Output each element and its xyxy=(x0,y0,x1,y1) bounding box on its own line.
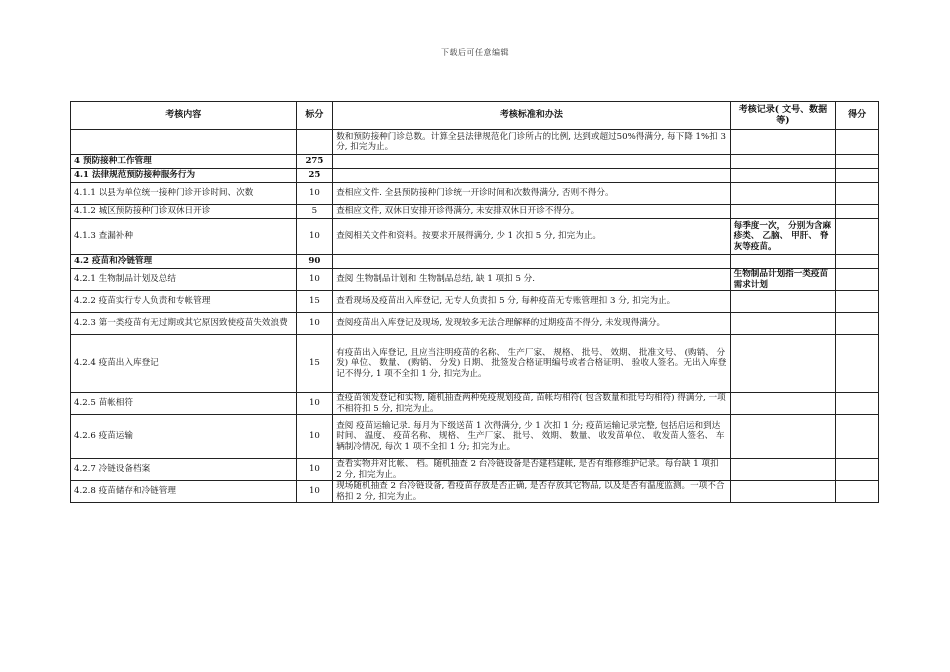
cell-points: 25 xyxy=(296,169,333,183)
cell-standard xyxy=(333,155,730,169)
cell-record xyxy=(730,313,836,335)
cell-standard: 查阅疫苗出入库登记及现场, 发现较多无法合理解释的过期疫苗不得分, 未发现得满分。 xyxy=(333,313,730,335)
cell-standard: 有疫苗出入库登记, 且应当注明疫苗的名称、 生产厂家、 规格、 批号、 效期、 批准文号、 (购销、 分发) 单位、 数量、 (购销、 分发) 日期、 批签发合格证明编号或者合格证明、 验收人签名。无出入库登记不得分, 1 项不全扣 1 分, 扣完为止。 xyxy=(333,335,730,393)
cell-points: 10 xyxy=(296,393,333,415)
table-row xyxy=(71,393,879,415)
cell-score xyxy=(836,169,879,183)
cell-record xyxy=(730,183,836,205)
cell-score xyxy=(836,255,879,269)
cell-record xyxy=(730,393,836,415)
cell-points: 90 xyxy=(296,255,333,269)
cell-standard: 查疫苗领发登记和实物, 随机抽查两种免疫规划疫苗, 苗帐均相符( 包含数量和批号均相符) 得满分, 一项不相符扣 5 分, 扣完为止。 xyxy=(333,393,730,415)
page-header-note: 下载后可任意编辑 xyxy=(441,48,509,57)
header-content: 考核内容 xyxy=(71,102,297,130)
cell-record xyxy=(730,335,836,393)
cell-score xyxy=(836,313,879,335)
table-row xyxy=(71,205,879,219)
cell-standard: 查阅相关文件和资料。按要求开展得满分, 少 1 次扣 5 分, 扣完为止。 xyxy=(333,219,730,255)
cell-standard: 查阅 疫苗运输记录. 每月为下级送苗 1 次得满分, 少 1 次扣 1 分; 疫苗运输记录完整, 包括启运和到达时间、 温度、 疫苗名称、 规格、 生产厂家、 批号、 效期、 数量、 收发苗单位、 收发苗人签名、 车辆制冷情况, 每次 1 项不全扣 1 分; 扣完为止。 xyxy=(333,415,730,459)
cell-score xyxy=(836,481,879,503)
header-standard: 考核标准和办法 xyxy=(333,102,730,130)
cell-score xyxy=(836,415,879,459)
cell-content: 4.2.6 疫苗运输 xyxy=(71,415,297,459)
cell-points: 10 xyxy=(296,459,333,481)
cell-content: 4.2.2 疫苗实行专人负责和专帐管理 xyxy=(71,291,297,313)
cell-standard xyxy=(333,169,730,183)
cell-content: 4.2 疫苗和冷链管理 xyxy=(71,255,297,269)
cell-standard: 查相应文件. 全县预防接种门诊统一开诊时间和次数得满分, 否则不得分。 xyxy=(333,183,730,205)
table-row xyxy=(71,255,879,269)
cell-points: 15 xyxy=(296,335,333,393)
table-header-row xyxy=(71,102,879,130)
table-row xyxy=(71,269,879,291)
cell-content: 4.2.8 疫苗储存和冷链管理 xyxy=(71,481,297,503)
table-row xyxy=(71,219,879,255)
cell-content: 4 预防接种工作管理 xyxy=(71,155,297,169)
cell-points: 10 xyxy=(296,313,333,335)
cell-standard xyxy=(333,255,730,269)
table-row xyxy=(71,169,879,183)
cell-content: 4.2.4 疫苗出入库登记 xyxy=(71,335,297,393)
cell-points: 5 xyxy=(296,205,333,219)
cell-standard: 查看现场及疫苗出入库登记, 无专人负责扣 5 分, 每种疫苗无专账管理扣 3 分, 扣完为止。 xyxy=(333,291,730,313)
cell-record xyxy=(730,481,836,503)
cell-standard: 查相应文件, 双休日安排开诊得满分, 未安排双休日开诊不得分。 xyxy=(333,205,730,219)
table-row xyxy=(71,183,879,205)
cell-content xyxy=(71,130,297,155)
assessment-table xyxy=(70,101,879,503)
table-row xyxy=(71,130,879,155)
table-body xyxy=(71,130,879,503)
cell-standard: 现场随机抽查 2 台冷链设备, 看疫苗存放是否正确, 是否存放其它物品, 以及是否有温度监测。一项不合格扣 2 分, 扣完为止。 xyxy=(333,481,730,503)
cell-score xyxy=(836,393,879,415)
cell-content: 4.1 法律规范预防接种服务行为 xyxy=(71,169,297,183)
cell-content: 4.2.7 冷链设备档案 xyxy=(71,459,297,481)
cell-record xyxy=(730,155,836,169)
cell-standard: 数和预防接种门诊总数。计算全县法律规范化门诊所占的比例, 达到或超过50%得满分, 每下降 1%扣 3 分, 扣完为止。 xyxy=(333,130,730,155)
cell-score xyxy=(836,291,879,313)
table-row xyxy=(71,313,879,335)
cell-points: 10 xyxy=(296,183,333,205)
cell-record xyxy=(730,255,836,269)
cell-score xyxy=(836,459,879,481)
header-points: 标分 xyxy=(296,102,333,130)
table-row xyxy=(71,415,879,459)
cell-score xyxy=(836,205,879,219)
cell-points: 10 xyxy=(296,269,333,291)
cell-record xyxy=(730,459,836,481)
table-row xyxy=(71,291,879,313)
cell-record xyxy=(730,415,836,459)
cell-content: 4.1.3 查漏补种 xyxy=(71,219,297,255)
table-row xyxy=(71,335,879,393)
cell-content: 4.1.1 以县为单位统一接种门诊开诊时间、次数 xyxy=(71,183,297,205)
cell-points: 10 xyxy=(296,415,333,459)
cell-record: 生物制品计划指一类疫苗需求计划 xyxy=(730,269,836,291)
cell-record xyxy=(730,169,836,183)
table-row xyxy=(71,155,879,169)
cell-standard: 查看实物并对比帐、 档。随机抽查 2 台冷链设备是否建档建帐, 是否有维修维护记录。每台缺 1 项扣 2 分, 扣完为止。 xyxy=(333,459,730,481)
cell-score xyxy=(836,219,879,255)
cell-standard: 查阅 生物制品计划和 生物制品总结, 缺 1 项扣 5 分. xyxy=(333,269,730,291)
cell-content: 4.1.2 城区预防接种门诊双休日开诊 xyxy=(71,205,297,219)
cell-points: 10 xyxy=(296,219,333,255)
cell-points: 275 xyxy=(296,155,333,169)
cell-content: 4.2.5 苗帐相符 xyxy=(71,393,297,415)
cell-score xyxy=(836,335,879,393)
cell-points xyxy=(296,130,333,155)
table-row xyxy=(71,481,879,503)
cell-score xyxy=(836,269,879,291)
cell-points: 10 xyxy=(296,481,333,503)
cell-record: 每季度一次， 分别为含麻疹类、 乙脑、 甲肝、 脊灰等疫苗。 xyxy=(730,219,836,255)
cell-record xyxy=(730,291,836,313)
cell-content: 4.2.3 第一类疫苗有无过期或其它原因致使疫苗失效浪费 xyxy=(71,313,297,335)
cell-score xyxy=(836,155,879,169)
cell-record xyxy=(730,205,836,219)
cell-points: 15 xyxy=(296,291,333,313)
cell-record xyxy=(730,130,836,155)
cell-content: 4.2.1 生物制品计划及总结 xyxy=(71,269,297,291)
cell-score xyxy=(836,130,879,155)
cell-score xyxy=(836,183,879,205)
header-record: 考核记录( 文号、数据等) xyxy=(730,102,836,130)
header-score: 得分 xyxy=(836,102,879,130)
table-row xyxy=(71,459,879,481)
